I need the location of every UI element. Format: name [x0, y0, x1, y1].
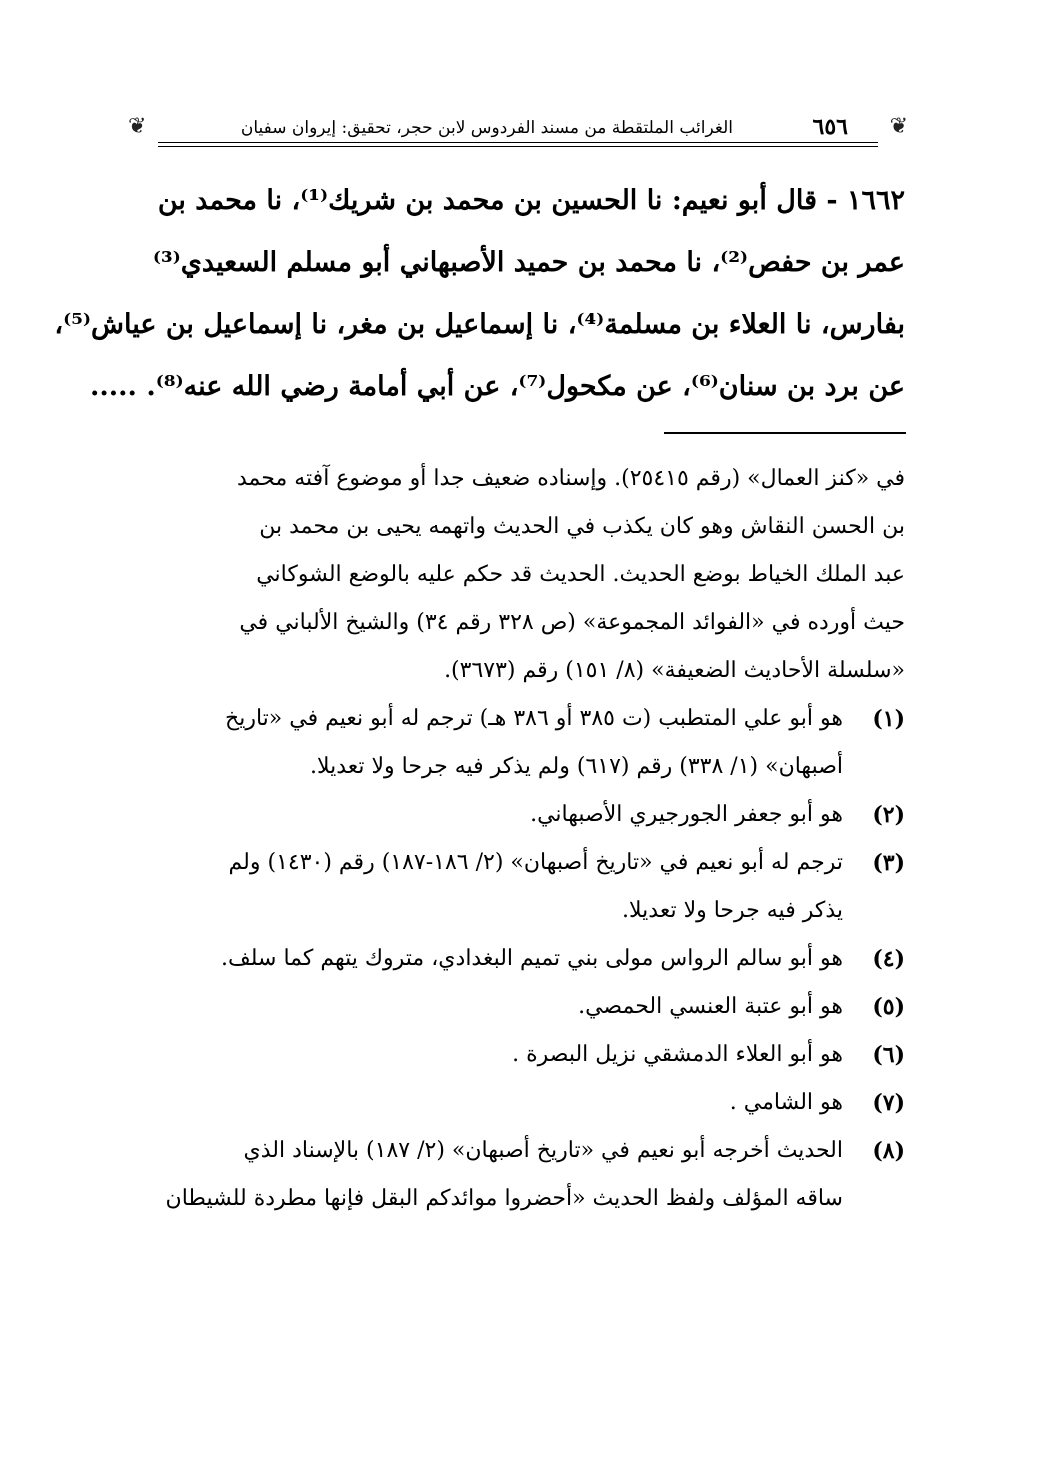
hadith-line: ١٦٦٢ - قال أبو نعيم: نا الحسين بن محمد بن شريك⁽¹⁾، نا محمد بن — [157, 185, 905, 216]
header-ornament-right-icon: ❦ — [889, 114, 908, 139]
hadith-line: عن برد بن سنان⁽⁶⁾، عن مكحول⁽⁷⁾، عن أبي أمامة رضي الله عنه⁽⁸⁾. ..... — [89, 371, 905, 402]
footnote-line: يذكر فيه جرحا ولا تعديلا. — [622, 898, 843, 923]
header-ornament-left-icon: ❦ — [128, 114, 147, 139]
footnote-line: هو أبو العلاء الدمشقي نزيل البصرة . — [512, 1042, 843, 1067]
footnote-5 — [130, 983, 905, 1031]
footnote-number: (٧) — [872, 1090, 905, 1116]
header-rule — [158, 146, 878, 147]
footnote-line: هو أبو سالم الرواس مولى بني تميم البغدادي، متروك يتهم كما سلف. — [220, 946, 843, 971]
running-header — [128, 112, 908, 148]
footnote-number: (٣) — [872, 850, 905, 876]
footnote-separator — [664, 432, 906, 434]
footnote-line: ساقه المؤلف ولفظ الحديث «أحضروا موائدكم البقل فإنها مطردة للشيطان — [165, 1186, 843, 1211]
footnote-line: حيث أورده في «الفوائد المجموعة» (ص ٣٢٨ رقم ٣٤) والشيخ الألباني في — [239, 610, 905, 635]
footnote-line: هو أبو علي المتطبب (ت ٣٨٥ أو ٣٨٦ هـ) ترجم له أبو نعيم في «تاريخ — [225, 706, 843, 731]
footnotes — [130, 455, 905, 1223]
footnote-3 — [130, 839, 905, 935]
footnote-4 — [130, 935, 905, 983]
hadith-line: عمر بن حفص⁽²⁾، نا محمد بن حميد الأصبهاني أبو مسلم السعيدي⁽³⁾ — [152, 247, 905, 278]
footnote-line: الحديث أخرجه أبو نعيم في «تاريخ أصبهان» (٢/ ١٨٧) بالإسناد الذي — [243, 1138, 843, 1163]
footnote-1 — [130, 695, 905, 791]
hadith-text — [54, 170, 905, 418]
footnote-7 — [130, 1079, 905, 1127]
footnote-line: في «كنز العمال» (رقم ٢٥٤١٥). وإسناده ضعيف جدا أو موضوع آفته محمد — [237, 466, 905, 491]
header-rule — [158, 142, 878, 143]
footnote-line: عبد الملك الخياط بوضع الحديث. الحديث قد حكم عليه بالوضع الشوكاني — [256, 562, 905, 587]
footnote-line: أصبهان» (١/ ٣٣٨) رقم (٦١٧) ولم يذكر فيه جرحا ولا تعديلا. — [309, 754, 843, 779]
footnote-line: هو الشامي . — [729, 1090, 843, 1115]
header-title: الغرائب الملتقطة من مسند الفردوس لابن حجر، تحقيق: إيروان سفيان — [240, 118, 733, 138]
hadith-line: بفارس، نا العلاء بن مسلمة⁽⁴⁾، نا إسماعيل بن مغر، نا إسماعيل بن عياش⁽⁵⁾، — [54, 309, 905, 340]
footnote-8 — [130, 1127, 905, 1223]
footnote-number: (٥) — [872, 994, 905, 1020]
footnote-line: بن الحسن النقاش وهو كان يكذب في الحديث واتهمه يحيى بن محمد بن — [259, 514, 905, 539]
footnote-number: (٦) — [872, 1042, 905, 1068]
page-number: ٦٥٦ — [812, 114, 848, 140]
footnote-2 — [130, 791, 905, 839]
footnote-line: هو أبو جعفر الجورجيري الأصبهاني. — [530, 802, 843, 827]
footnote-line: «سلسلة الأحاديث الضعيفة» (٨/ ١٥١) رقم (٣٦٧٣). — [444, 658, 905, 683]
footnote-line: هو أبو عتبة العنسي الحمصي. — [578, 994, 843, 1019]
footnote-number: (١) — [872, 706, 905, 732]
footnote-number: (٢) — [872, 802, 905, 828]
footnote-number: (٤) — [872, 946, 905, 972]
footnote-continuation — [130, 455, 905, 695]
footnote-6 — [130, 1031, 905, 1079]
footnote-number: (٨) — [872, 1138, 905, 1164]
footnote-line: ترجم له أبو نعيم في «تاريخ أصبهان» (٢/ ١٨٦-١٨٧) رقم (١٤٣٠) ولم — [228, 850, 843, 875]
